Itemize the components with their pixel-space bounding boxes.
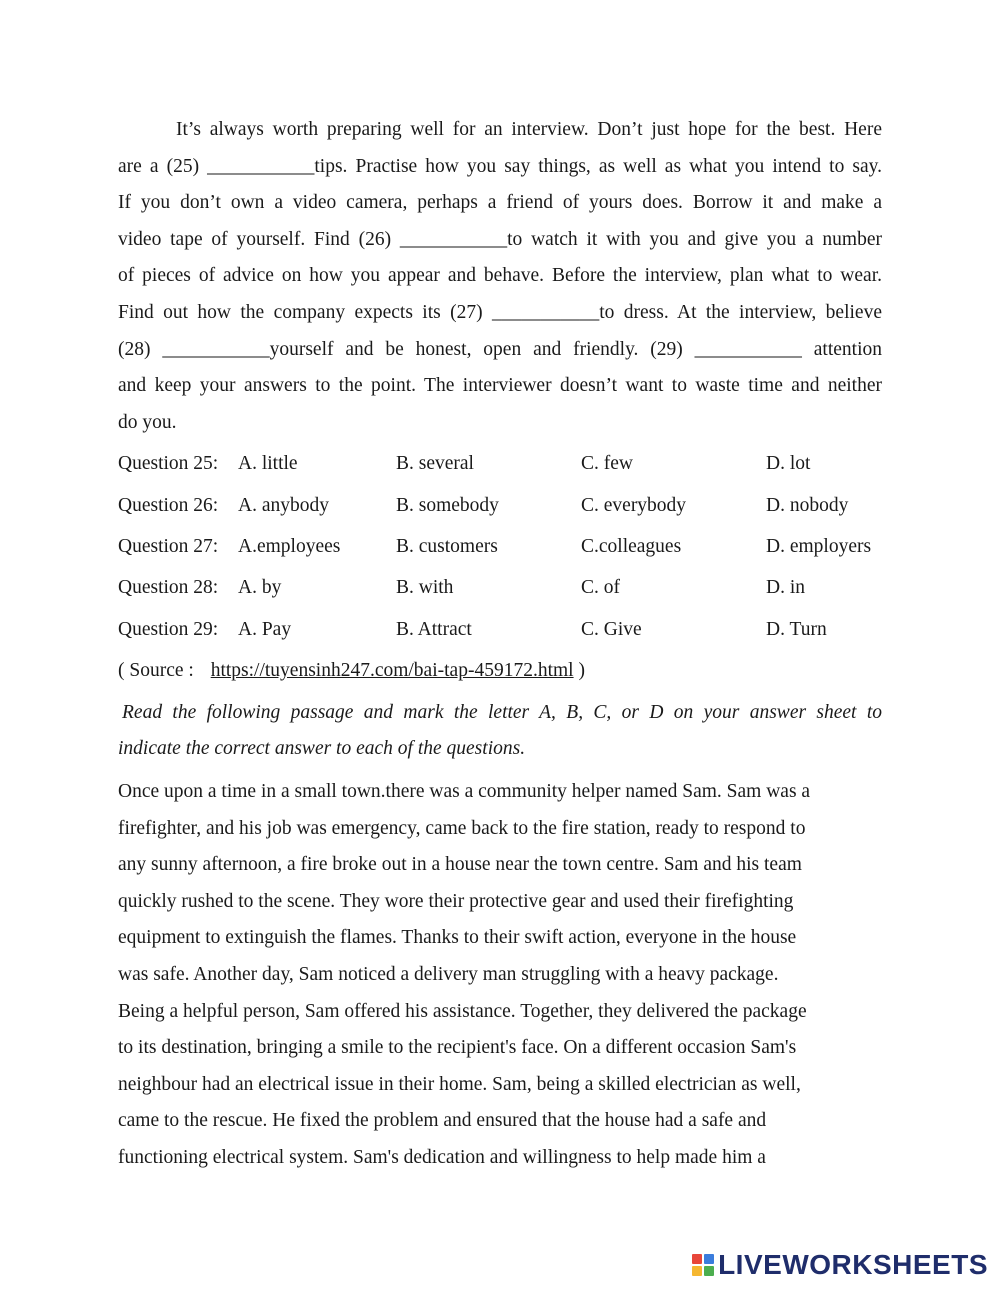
option-d[interactable]: D. employers — [766, 535, 872, 557]
question-label: Question 28: — [118, 577, 219, 599]
logo-square-green — [704, 1266, 714, 1276]
passage-line: do you. — [118, 411, 177, 433]
option-b[interactable]: B. Attract — [396, 618, 472, 640]
passage-line: came to the rescue. He fixed the problem and ensured that the house had a safe and — [118, 1110, 767, 1132]
passage-line: video tape of yourself. Find (26) ___________to watch it with you and give you a number — [118, 228, 882, 250]
passage-line: Once upon a time in a small town.there was a community helper named Sam. Sam was a — [118, 781, 811, 803]
option-d[interactable]: D. nobody — [766, 494, 849, 516]
question-row — [118, 443, 882, 484]
logo-square-yellow — [692, 1266, 702, 1276]
question-row — [118, 526, 882, 567]
passage-line: of pieces of advice on how you appear and behave. Before the interview, plan what to wear. — [118, 265, 882, 287]
logo-square-blue — [704, 1254, 714, 1264]
source-link[interactable]: https://tuyensinh247.com/bai-tap-459172.html — [210, 659, 574, 681]
passage-line: to its destination, bringing a smile to the recipient's face. On a different occasion Sam's — [118, 1037, 797, 1059]
option-b[interactable]: B. with — [396, 577, 454, 599]
option-c[interactable]: C. everybody — [581, 494, 687, 516]
option-c[interactable]: C. few — [581, 453, 633, 475]
source-prefix: ( Source : — [118, 659, 194, 681]
question-label: Question 27: — [118, 535, 219, 557]
option-d[interactable]: D. lot — [766, 453, 811, 475]
passage-line: quickly rushed to the scene. They wore their protective gear and used their firefighting — [118, 890, 794, 912]
liveworksheets-logo[interactable] — [692, 1250, 988, 1280]
passage-line: was safe. Another day, Sam noticed a delivery man struggling with a heavy package. — [118, 963, 779, 985]
option-b[interactable]: B. several — [396, 453, 474, 475]
option-c[interactable]: C.colleagues — [581, 535, 682, 557]
option-b[interactable]: B. customers — [396, 535, 498, 557]
question-row — [118, 485, 882, 526]
reading-instruction — [118, 695, 882, 768]
passage-line: It’s always worth preparing well for an interview. Don’t just hope for the best. Here — [176, 119, 882, 140]
question-row — [118, 567, 882, 608]
question-row — [118, 609, 882, 650]
passage-line: and keep your answers to the point. The interviewer doesn’t want to waste time and neither — [118, 375, 882, 397]
question-label: Question 25: — [118, 453, 219, 475]
passage-line: neighbour had an electrical issue in their home. Sam, being a skilled electrician as well, — [118, 1073, 801, 1095]
instruction-line: Read the following passage and mark the letter A, B, C, or D on your answer sheet to — [122, 701, 882, 723]
passage-line: Being a helpful person, Sam offered his assistance. Together, they delivered the package — [118, 1000, 807, 1022]
question-list — [118, 443, 882, 649]
option-d[interactable]: D. in — [766, 577, 805, 599]
passage-line: (28) ___________yourself and be honest, open and friendly. (29) ___________ attention — [118, 338, 882, 360]
instruction-line: indicate the correct answer to each of the questions. — [118, 738, 526, 760]
option-b[interactable]: B. somebody — [396, 494, 499, 516]
logo-text: LIVEWORKSHEETS — [718, 1249, 988, 1280]
worksheet-page — [118, 112, 882, 1177]
passage-line: firefighter, and his job was emergency, came back to the fire station, ready to respond to — [118, 817, 806, 839]
passage-sam — [118, 774, 882, 1177]
logo-mark-icon — [692, 1254, 714, 1276]
option-a[interactable]: A. by — [238, 577, 282, 599]
option-d[interactable]: D. Turn — [766, 618, 827, 640]
question-label: Question 26: — [118, 494, 219, 516]
logo-square-red — [692, 1254, 702, 1264]
passage-line: any sunny afternoon, a fire broke out in a house near the town centre. Sam and his team — [118, 854, 802, 876]
source-suffix: ) — [578, 659, 585, 681]
option-c[interactable]: C. Give — [581, 618, 642, 640]
passage-line: functioning electrical system. Sam's dedication and willingness to help made him a — [118, 1146, 766, 1168]
source-citation — [118, 650, 882, 691]
option-c[interactable]: C. of — [581, 577, 620, 599]
option-a[interactable]: A.employees — [238, 535, 341, 557]
passage-line: If you don’t own a video camera, perhaps a friend of yours does. Borrow it and make a — [118, 192, 882, 214]
question-label: Question 29: — [118, 618, 219, 640]
passage-line: equipment to extinguish the flames. Thanks to their swift action, everyone in the house — [118, 927, 797, 949]
passage-line: Find out how the company expects its (27) ___________to dress. At the interview, believe — [118, 301, 882, 323]
passage-interview — [118, 112, 882, 441]
option-a[interactable]: A. anybody — [238, 494, 329, 516]
passage-line: are a (25) ___________tips. Practise how you say things, as well as what you intend to say. — [118, 155, 882, 177]
option-a[interactable]: A. little — [238, 453, 298, 475]
option-a[interactable]: A. Pay — [238, 618, 292, 640]
